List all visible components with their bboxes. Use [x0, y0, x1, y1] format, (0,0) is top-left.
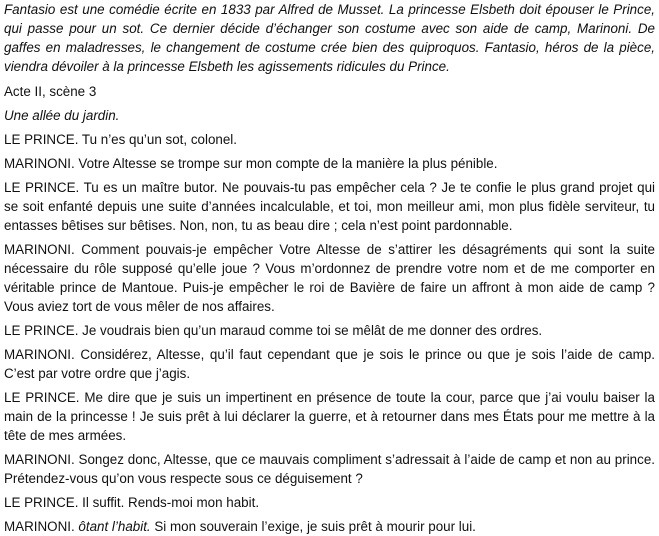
- dialogue-line-4: [4, 240, 655, 316]
- speaker-name: MARINONI.: [4, 242, 75, 257]
- dialogue-line-6: [4, 345, 655, 383]
- dialogue-line-5: [4, 321, 655, 340]
- dialogue-text: Comment pouvais-je empêcher Votre Altesse de s’attirer les désagréments qui sont la suite nécessaire du rôle supposé qu’elle joue ? Vous m’ordonnez de prendre votre nom et de me comporter en véritable prince de Mantoue. Puis-je empêcher le roi de Bavière de faire un affront à mon aide de camp ? Vous aviez tort de vous mêler de nos affaires.: [4, 242, 655, 314]
- speaker-name: LE PRINCE.: [4, 132, 79, 147]
- dialogue-text: Songez donc, Altesse, que ce mauvais compliment s’adressait à l’aide de camp et non au prince. Prétendez-vous qu’on vous respecte sous ce déguisement ?: [4, 452, 655, 486]
- dialogue-text: Si mon souverain l’exige, je suis prêt à mourir pour lui.: [154, 519, 476, 534]
- speaker-name: LE PRINCE.: [4, 180, 80, 195]
- dialogue-text: Il suffit. Rends-moi mon habit.: [82, 495, 260, 510]
- dialogue-line-8: [4, 450, 655, 488]
- dialogue-text: Me dire que je suis un impertinent en présence de toute la cour, parce que j’ai voulu baiser la main de la princesse ! Je suis prêt à lui déclarer la guerre, et à retourner dans mes États pour me mettre à la tête de mes armées.: [4, 390, 655, 443]
- dialogue-line-7: [4, 388, 655, 445]
- dialogue-text: Je voudrais bien qu’un maraud comme toi se mêlât de me donner des ordres.: [82, 323, 543, 338]
- stage-direction: ôtant l’habit.: [78, 519, 151, 534]
- dialogue-text: Considérez, Altesse, qu’il faut cependant que je sois le prince ou que je sois l’aide de camp. C’est par votre ordre que j’agis.: [4, 347, 655, 381]
- act-scene-heading: Acte II, scène 3: [4, 84, 97, 99]
- dialogue-text: Votre Altesse se trompe sur mon compte de la manière la plus pénible.: [78, 156, 498, 171]
- speaker-name: MARINONI.: [4, 519, 75, 534]
- dialogue-line-1: [4, 130, 655, 149]
- dialogue-line-2: [4, 154, 655, 173]
- dialogue-text: Tu n’es qu’un sot, colonel.: [81, 132, 237, 147]
- speaker-name: LE PRINCE.: [4, 495, 79, 510]
- intro-paragraph: Fantasio est une comédie écrite en 1833 par Alfred de Musset. La princesse Elsbeth doit épouser le Prince, qui passe pour un sot. Ce dernier décide d’échanger son costume avec son aide de camp, Marinoni. De gaffes en maladresses, le changement de costume crée bien des quiproquos. Fantasio, héros de la pièce, viendra dévoiler à la princesse Elsbeth les agissements ridicules du Prince.: [4, 2, 655, 74]
- dialogue-line-3: [4, 178, 655, 235]
- setting-stage-direction: Une allée du jardin.: [4, 108, 120, 123]
- speaker-name: LE PRINCE.: [4, 323, 79, 338]
- speaker-name: MARINONI.: [4, 156, 75, 171]
- dialogue-line-9: [4, 493, 655, 512]
- dialogue-line-10: [4, 517, 655, 536]
- speaker-name: MARINONI.: [4, 452, 75, 467]
- speaker-name: LE PRINCE.: [4, 390, 80, 405]
- dialogue-text: Tu es un maître butor. Ne pouvais-tu pas empêcher cela ? Je te confie le plus grand projet qui se soit enfanté depuis une suite d’années incalculable, et toi, mon meilleur ami, mon plus fidèle serviteur, tu entasses bêtises sur bêtises. Non, non, tu as beau dire ; cela n’est point pardonnable.: [4, 180, 655, 233]
- speaker-name: MARINONI.: [4, 347, 75, 362]
